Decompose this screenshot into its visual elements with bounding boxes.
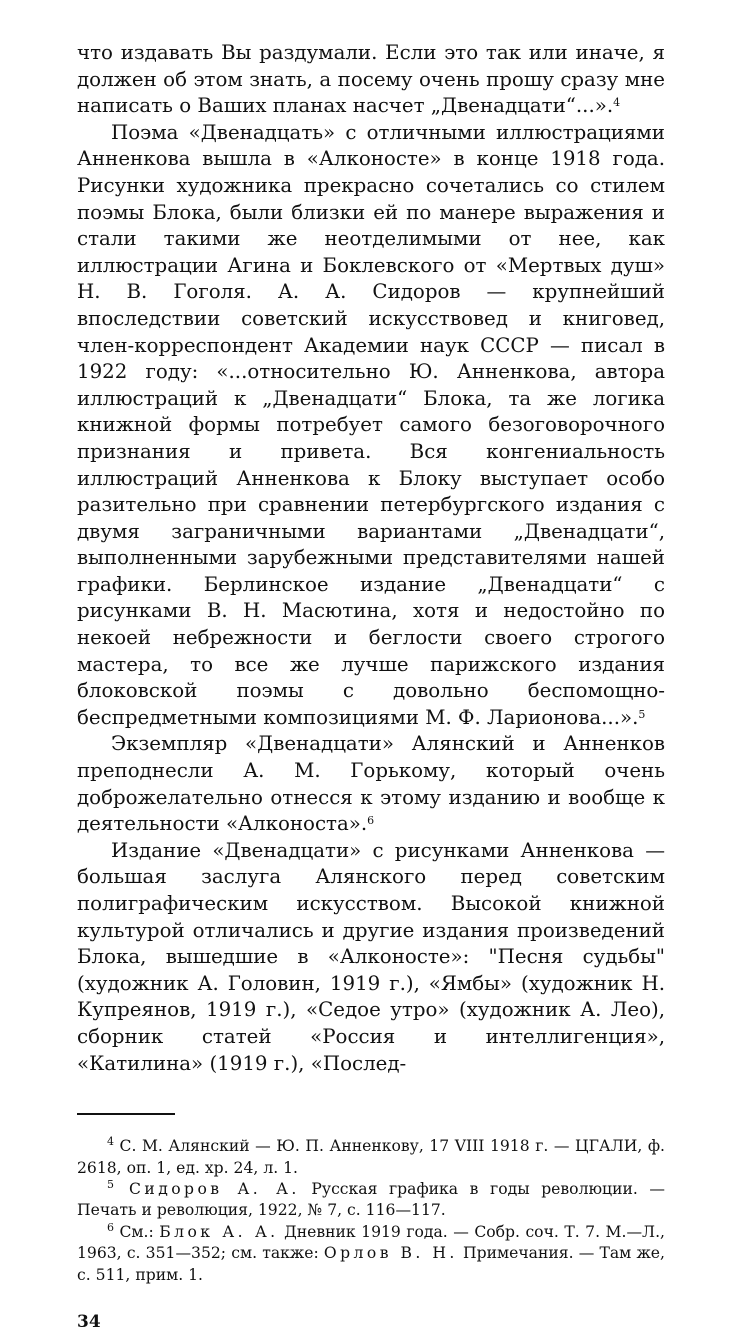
footnote-6-author-1: Блок А. А. (159, 1222, 279, 1241)
footnote-mark-4: 4 (107, 1135, 114, 1149)
footnote-6-prefix: См.: (114, 1222, 160, 1241)
paragraph-4-text: Издание «Двенадцати» с рисунками Анненкова — большая заслуга Алянского перед советским полиграфическим искусством. Высокой книжной культурой отличались и другие издания произведений Блока, вышедшие в «Алконосте»: "Песня судьбы" (художник А. Головин, 1919 г.), «Ямбы» (художник Н. Купреянов, 1919 г.), «Седое утро» (художник А. Лео), сборник статей «Россия и интеллигенция», «Катилина» (1919 г.), «Послед- (77, 838, 665, 1075)
footnote-5 (77, 1179, 665, 1222)
footnote-ref-6[interactable]: 6 (367, 814, 375, 828)
footnote-4 (77, 1136, 665, 1179)
footnote-separator (77, 1113, 175, 1115)
footnote-6-text-2: Примечания. — Там же, с. 511, прим. 1. (77, 1244, 665, 1284)
footnote-6-author-2: Орлов В. Н. (323, 1244, 458, 1263)
paragraph-2 (77, 120, 665, 732)
footnotes (77, 1136, 665, 1286)
footnote-4-text: С. М. Алянский — Ю. П. Анненкову, 17 VIII 1918 г. — ЦГАЛИ, ф. 2618, оп. 1, ед. хр. 24, л. 1. (77, 1137, 665, 1177)
main-text (77, 40, 665, 1077)
footnote-ref-5[interactable]: 5 (638, 707, 646, 721)
footnote-6-text-1: Дневник 1919 года. — Собр. соч. Т. 7. М.—Л., 1963, с. 351—352; см. также: (77, 1222, 665, 1263)
paragraph-3 (77, 731, 665, 837)
footnote-mark-6: 6 (107, 1220, 114, 1234)
book-page (77, 40, 665, 1332)
footnote-5-text: Русская графика в годы революции. — Печать и революция, 1922, № 7, с. 116—117. (77, 1179, 666, 1220)
page-number: 34 (77, 1312, 101, 1332)
paragraph-3-text: Экземпляр «Двенадцати» Алянский и Анненков преподнесли А. М. Горькому, который очень доброжелательно отнесся к этому изданию и вообще к деятельности «Алконоста». (77, 732, 665, 836)
footnote-5-author: Сидоров А. А. (114, 1179, 300, 1198)
footnote-ref-4[interactable]: 4 (613, 96, 621, 110)
paragraph-1 (77, 40, 665, 120)
paragraph-2-text: Поэма «Двенадцать» с отличными иллюстрациями Анненкова вышла в «Алконосте» в конце 1918 года. Рисунки художника прекрасно сочетались со стилем поэмы Блока, были близки ей по манере выражения и стали такими же неотделимыми от нее, как иллюстрации Агина и Боклевского от «Мертвых душ» Н. В. Гоголя. А. А. Сидоров — крупнейший впоследствии советский искусствовед и книговед, член-корреспондент Академии наук СССР — писал в 1922 году: «...относительно Ю. Анненкова, автора иллюстраций к „Двенадцати“ Блока, та же логика книжной формы потребует самого безоговорочного признания и привета. Вся конгениальность иллюстраций Анненкова к Блоку выступает особо разительно при сравнении петербургского издания с двумя заграничными вариантами „Двенадцати“, выполненными зарубежными представителями нашей графики. Берлинское издание „Двенадцати“ с рисунками В. Н. Масютина, хотя и недостойно по некоей небрежности и беглости своего строгого мастера, то все же лучше парижского издания блоковской поэмы с довольно беспомощно-беспредметными композициями М. Ф. Ларионова...». (77, 120, 665, 729)
footnote-6 (77, 1222, 665, 1286)
footnote-mark-5: 5 (107, 1177, 114, 1191)
paragraph-4 (77, 838, 665, 1077)
paragraph-1-text: что издавать Вы раздумали. Если это так или иначе, я должен об этом знать, а посему очень прошу сразу мне написать о Ваших планах насчет „Двенадцати“...». (77, 41, 665, 118)
